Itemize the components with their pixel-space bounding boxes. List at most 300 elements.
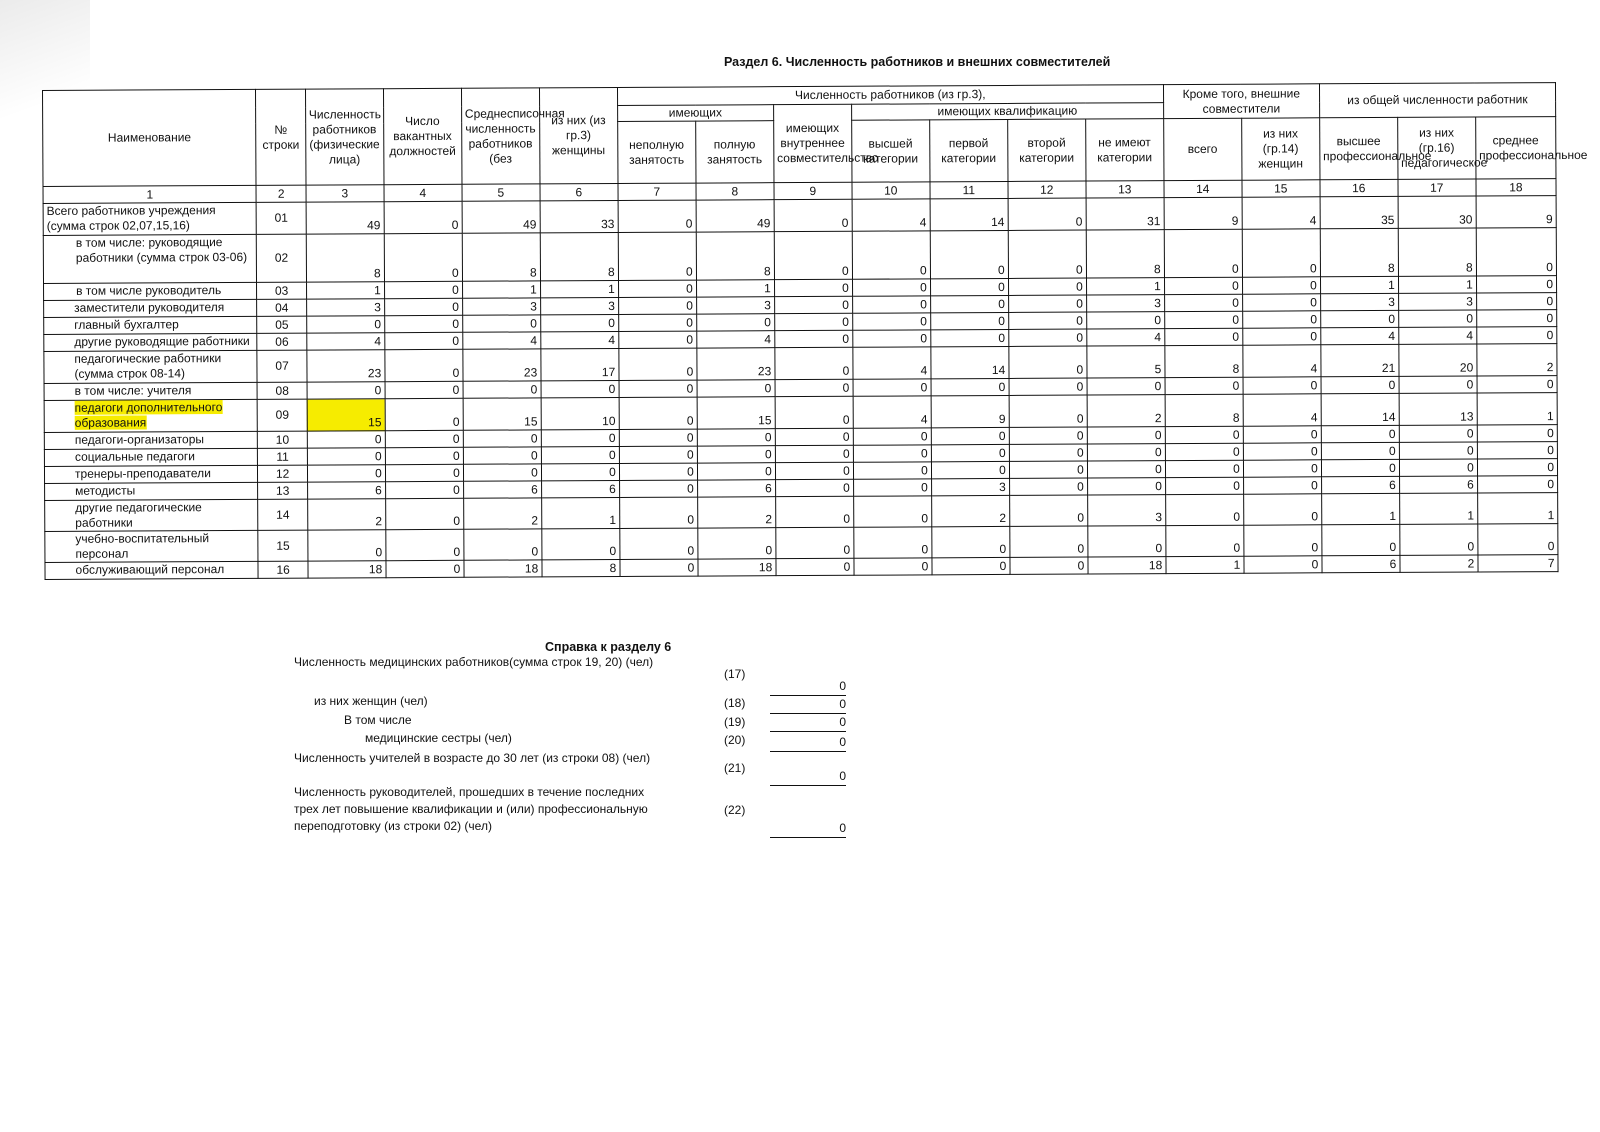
- value-cell-col15: 0: [1243, 328, 1321, 345]
- value-cell-col10: 4: [853, 347, 931, 379]
- value-cell-col10: 0: [853, 462, 931, 479]
- value-cell-col11: 0: [930, 230, 1008, 278]
- value-cell-col18: 0: [1477, 442, 1557, 459]
- value-cell-col17: 6: [1399, 476, 1477, 493]
- value-cell-col5: 0: [463, 464, 541, 481]
- value-cell-col6: 0: [541, 446, 619, 463]
- header-col18: среднее профессиональное: [1475, 117, 1556, 179]
- value-cell-col14: 0: [1164, 294, 1242, 311]
- value-cell-col8: 4: [697, 331, 775, 348]
- value-cell-col15: 4: [1243, 394, 1321, 426]
- value-cell-col8: 0: [696, 314, 774, 331]
- value-cell-col11: 0: [932, 557, 1010, 574]
- value-cell-col7: 0: [618, 200, 696, 232]
- value-cell-col16: 0: [1322, 524, 1400, 555]
- value-cell-col4: 0: [384, 281, 462, 298]
- row-code: 01: [257, 202, 306, 234]
- value-cell-col18: 0: [1477, 425, 1557, 442]
- row-name: [43, 202, 257, 235]
- value-cell-col13: 3: [1087, 495, 1165, 526]
- header-col9: имеющих внутреннее совместительство: [773, 104, 851, 182]
- value-cell-col16: 6: [1322, 555, 1400, 572]
- value-cell-col12: 0: [1009, 346, 1087, 378]
- value-cell-col11: 0: [932, 526, 1010, 557]
- value-cell-col18: 9: [1476, 196, 1556, 228]
- row-name-text: Всего работников учреждения (сумма строк 02,07,15,16): [46, 203, 216, 233]
- value-cell-col6: 1: [540, 280, 618, 297]
- value-cell-col16: 0: [1321, 459, 1399, 476]
- value-cell-col9: 0: [775, 479, 853, 496]
- column-number-cell: 11: [930, 181, 1008, 198]
- value-cell-col9: 0: [774, 231, 852, 279]
- column-number-cell: 1: [43, 185, 257, 203]
- header-group-having: имеющих: [617, 105, 773, 122]
- column-number-cell: 2: [256, 185, 305, 202]
- reference-code-18: (18): [724, 696, 746, 710]
- value-cell-col4: 0: [385, 430, 463, 447]
- value-cell-col12: 0: [1010, 557, 1088, 574]
- column-number-cell: 5: [462, 184, 540, 201]
- value-cell-col3: 6: [307, 482, 385, 499]
- value-cell-col5: 6: [463, 481, 541, 498]
- value-cell-col17: 0: [1399, 442, 1477, 459]
- header-col17: из них (гр.16) педагогическое: [1397, 117, 1475, 179]
- value-cell-col18: 0: [1477, 376, 1557, 393]
- value-cell-col8: 15: [697, 397, 775, 429]
- value-cell-col9: 0: [776, 558, 854, 575]
- column-number-cell: 9: [774, 182, 852, 199]
- column-number-cell: 13: [1086, 181, 1164, 198]
- value-cell-col18: 7: [1478, 555, 1558, 572]
- value-cell-col14: 0: [1165, 477, 1243, 494]
- column-number-cell: 12: [1008, 181, 1086, 198]
- value-cell-col7: 0: [619, 480, 697, 497]
- value-cell-col15: 0: [1243, 426, 1321, 443]
- value-cell-col3: 4: [307, 333, 385, 350]
- header-col8: полную занятость: [695, 121, 773, 183]
- column-number-cell: 15: [1242, 180, 1320, 197]
- value-cell-col8: 1: [696, 280, 774, 297]
- reference-code-19: (19): [724, 715, 746, 729]
- value-cell-col10: 0: [852, 279, 930, 296]
- value-cell-col3: 49: [306, 202, 384, 234]
- value-cell-col10: 0: [854, 558, 932, 575]
- value-cell-col18: 0: [1476, 228, 1556, 276]
- row-name-text: в том числе: руководящие работники (сумма строк 03-06): [75, 235, 248, 265]
- value-cell-col7: 0: [619, 397, 697, 429]
- value-cell-col14: 8: [1165, 394, 1243, 426]
- value-cell-col3: 3: [306, 299, 384, 316]
- value-cell-col13: 2: [1087, 395, 1165, 427]
- header-col3: Численность работников (физические лица): [305, 89, 384, 185]
- value-cell-col3: 0: [307, 448, 385, 465]
- value-cell-col17: 2: [1400, 555, 1478, 572]
- value-cell-col13: 8: [1086, 230, 1164, 278]
- value-cell-col13: 31: [1086, 198, 1164, 230]
- value-cell-col13: 0: [1087, 378, 1165, 395]
- row-code: 03: [257, 282, 306, 299]
- value-cell-col8: 18: [698, 559, 776, 576]
- value-cell-col8: 49: [696, 200, 774, 232]
- header-row-no: № строки: [256, 89, 306, 185]
- value-cell-col10: 0: [853, 330, 931, 347]
- value-cell-col13: 1: [1086, 278, 1164, 295]
- reference-label-21: Численность учителей в возрасте до 30 лет (из строки 08) (чел): [294, 751, 651, 765]
- value-cell-col8: 8: [696, 232, 774, 280]
- header-col7: неполную занятость: [617, 121, 695, 183]
- value-cell-col11: 3: [931, 478, 1009, 495]
- value-cell-col6: 1: [541, 497, 619, 528]
- row-code: 05: [257, 316, 306, 333]
- value-cell-col17: 13: [1399, 393, 1477, 425]
- value-cell-col6: 10: [541, 397, 619, 429]
- reference-label-18: из них женщин (чел): [314, 694, 428, 708]
- value-cell-col15: 0: [1243, 443, 1321, 460]
- value-cell-col4: 0: [386, 529, 464, 560]
- value-cell-col14: 0: [1164, 229, 1242, 277]
- value-cell-col3: 8: [306, 234, 384, 282]
- reference-value-19: 0: [770, 714, 846, 732]
- value-cell-col9: 0: [775, 462, 853, 479]
- value-cell-col18: 0: [1476, 310, 1556, 327]
- value-cell-col11: 0: [931, 461, 1009, 478]
- value-cell-col12: 0: [1008, 230, 1086, 278]
- value-cell-col15: 0: [1242, 229, 1320, 277]
- value-cell-col11: 0: [930, 312, 1008, 329]
- row-code: 06: [257, 333, 306, 350]
- value-cell-col10: 0: [854, 527, 932, 558]
- value-cell-col3: 0: [308, 530, 386, 561]
- header-group-main: Численность работников (из гр.3),: [617, 85, 1163, 106]
- row-name-text: другие педагогические работники: [75, 500, 202, 530]
- reference-code-22: (22): [724, 803, 746, 817]
- row-name-text: главный бухгалтер: [74, 317, 179, 332]
- row-name-text: обслуживающий персонал: [75, 562, 225, 577]
- header-col15: из них (гр.14) женщин: [1241, 118, 1319, 180]
- value-cell-col4: 0: [385, 332, 463, 349]
- value-cell-col9: 0: [775, 330, 853, 347]
- value-cell-col4: 0: [385, 464, 463, 481]
- value-cell-col9: 0: [775, 496, 853, 527]
- value-cell-col3: 18: [308, 561, 386, 578]
- value-cell-col18: 2: [1477, 344, 1557, 376]
- value-cell-col3: 0: [307, 465, 385, 482]
- reference-code-21: (21): [724, 761, 746, 775]
- value-cell-col16: 3: [1320, 293, 1398, 310]
- row-code: 14: [258, 499, 307, 530]
- value-cell-col8: 3: [696, 297, 774, 314]
- reference-label-20: медицинские сестры (чел): [365, 731, 512, 745]
- value-cell-col14: 0: [1164, 311, 1242, 328]
- reference-code-17: (17): [724, 667, 746, 681]
- value-cell-col6: 33: [540, 200, 618, 232]
- value-cell-col11: 9: [931, 395, 1009, 427]
- value-cell-col11: 0: [931, 378, 1009, 395]
- value-cell-col17: 30: [1398, 196, 1476, 228]
- staff-table: [42, 82, 1588, 580]
- value-cell-col18: 1: [1477, 493, 1557, 524]
- value-cell-col11: 0: [931, 444, 1009, 461]
- header-col10: высшей категории: [851, 120, 929, 182]
- value-cell-col16: 0: [1321, 425, 1399, 442]
- header-col11: первой категории: [929, 119, 1007, 181]
- value-cell-col5: 0: [463, 381, 541, 398]
- value-cell-col15: 0: [1242, 277, 1320, 294]
- value-cell-col6: 4: [541, 331, 619, 348]
- value-cell-col14: 0: [1165, 494, 1243, 525]
- value-cell-col3: 1: [306, 282, 384, 299]
- value-cell-col10: 0: [853, 379, 931, 396]
- column-number-cell: 6: [540, 183, 618, 200]
- section-title: Раздел 6. Численность работников и внешних совместителей: [724, 55, 1111, 69]
- value-cell-col14: 0: [1165, 328, 1243, 345]
- row-name-text: методисты: [75, 483, 136, 498]
- reference-title: Справка к разделу 6: [545, 640, 672, 654]
- value-cell-col12: 0: [1008, 278, 1086, 295]
- value-cell-col7: 0: [618, 232, 696, 280]
- value-cell-col9: 0: [776, 527, 854, 558]
- reference-value-22: 0: [770, 820, 846, 838]
- row-code: 07: [257, 350, 306, 382]
- value-cell-col7: 0: [619, 348, 697, 380]
- value-cell-col18: 1: [1477, 393, 1557, 425]
- value-cell-col3: 0: [307, 382, 385, 399]
- value-cell-col15: 0: [1243, 460, 1321, 477]
- row-name-text: в том числе руководитель: [76, 283, 222, 298]
- value-cell-col16: 0: [1320, 310, 1398, 327]
- value-cell-col12: 0: [1009, 427, 1087, 444]
- column-number-cell: 17: [1398, 179, 1476, 196]
- row-name-text: социальные педагоги: [74, 449, 195, 464]
- value-cell-col13: 0: [1087, 444, 1165, 461]
- row-name: [45, 482, 259, 500]
- value-cell-col5: 0: [462, 315, 540, 332]
- value-cell-col17: 20: [1399, 344, 1477, 376]
- value-cell-col4: 0: [384, 298, 462, 315]
- value-cell-col15: 4: [1242, 197, 1320, 229]
- reference-label-19: В том числе: [344, 713, 412, 727]
- row-name: [43, 234, 257, 283]
- value-cell-col14: 0: [1164, 277, 1242, 294]
- value-cell-col16: 6: [1321, 476, 1399, 493]
- value-cell-col11: 2: [931, 495, 1009, 526]
- value-cell-col7: 0: [619, 497, 697, 528]
- reference-label-22: Численность руководителей, прошедших в течение последних трех лет повышение квалификации и (или) профессиональную переподготовку (из строки 02) (чел): [294, 785, 648, 833]
- value-cell-col4: 0: [385, 447, 463, 464]
- value-cell-col13: 0: [1087, 478, 1165, 495]
- row-name: [45, 530, 259, 562]
- value-cell-col6: 6: [541, 480, 619, 497]
- value-cell-col9: 0: [774, 199, 852, 231]
- value-cell-col3: 0: [306, 316, 384, 333]
- value-cell-col13: 5: [1087, 346, 1165, 378]
- value-cell-col17: 8: [1398, 228, 1476, 276]
- value-cell-col8: 2: [697, 497, 775, 528]
- value-cell-col6: 17: [541, 348, 619, 380]
- value-cell-col5: 8: [462, 233, 540, 281]
- header-col16: высшее профессиональное: [1319, 117, 1397, 179]
- value-cell-col5: 15: [463, 398, 541, 430]
- column-number-cell: 3: [306, 185, 384, 202]
- value-cell-col10: 0: [852, 296, 930, 313]
- value-cell-col15: 0: [1243, 377, 1321, 394]
- reference-value-21: 0: [770, 768, 846, 786]
- value-cell-col9: 0: [775, 445, 853, 462]
- value-cell-col5: 3: [462, 298, 540, 315]
- value-cell-col15: 0: [1244, 525, 1322, 556]
- value-cell-col8: 0: [697, 380, 775, 397]
- value-cell-col10: 0: [853, 428, 931, 445]
- value-cell-col11: 0: [931, 427, 1009, 444]
- column-number-cell: 16: [1320, 179, 1398, 196]
- row-code: 08: [258, 382, 307, 399]
- value-cell-col8: 0: [697, 446, 775, 463]
- row-code: 02: [257, 234, 307, 282]
- row-code: 13: [258, 482, 307, 499]
- value-cell-col15: 0: [1244, 556, 1322, 573]
- value-cell-col12: 0: [1009, 444, 1087, 461]
- value-cell-col17: 0: [1399, 425, 1477, 442]
- row-name: [45, 499, 259, 531]
- value-cell-col11: 14: [931, 346, 1009, 378]
- value-cell-col18: 0: [1478, 524, 1558, 555]
- value-cell-col16: 21: [1321, 344, 1399, 376]
- value-cell-col10: 0: [853, 479, 931, 496]
- value-cell-col8: 23: [697, 348, 775, 380]
- value-cell-col4: 0: [384, 201, 462, 233]
- value-cell-col12: 0: [1009, 495, 1087, 526]
- value-cell-col10: 0: [852, 313, 930, 330]
- value-cell-col15: 0: [1242, 311, 1320, 328]
- value-cell-col9: 0: [774, 313, 852, 330]
- row-name-text: тренеры-преподаватели: [74, 466, 211, 481]
- value-cell-col8: 0: [697, 429, 775, 446]
- value-cell-col18: 0: [1476, 276, 1556, 293]
- value-cell-col17: 0: [1400, 524, 1478, 555]
- value-cell-col6: 3: [540, 297, 618, 314]
- value-cell-col18: 0: [1476, 293, 1556, 310]
- row-name-text: педагогические работники (сумма строк 08-14): [74, 351, 222, 381]
- row-name-text: учебно-воспитательный персонал: [75, 531, 210, 561]
- value-cell-col13: 4: [1087, 329, 1165, 346]
- value-cell-col14: 8: [1165, 345, 1243, 377]
- value-cell-col9: 0: [775, 379, 853, 396]
- value-cell-col12: 0: [1010, 526, 1088, 557]
- value-cell-col7: 0: [619, 429, 697, 446]
- value-cell-col13: 0: [1086, 312, 1164, 329]
- value-cell-col4: 0: [385, 498, 463, 529]
- value-cell-col16: 35: [1320, 196, 1398, 228]
- row-name: [44, 333, 258, 351]
- value-cell-col5: 0: [463, 430, 541, 447]
- value-cell-col7: 0: [618, 314, 696, 331]
- row-name-text: заместители руководителя: [74, 300, 225, 315]
- value-cell-col4: 0: [386, 560, 464, 577]
- value-cell-col7: 0: [619, 380, 697, 397]
- value-cell-col3: 0: [307, 431, 385, 448]
- value-cell-col8: 0: [697, 463, 775, 480]
- row-name: [44, 465, 258, 483]
- value-cell-col16: 0: [1321, 442, 1399, 459]
- value-cell-col5: 49: [462, 201, 540, 233]
- value-cell-col9: 0: [774, 296, 852, 313]
- value-cell-col7: 0: [619, 463, 697, 480]
- value-cell-col14: 9: [1164, 197, 1242, 229]
- row-code: 10: [258, 431, 307, 448]
- value-cell-col18: 0: [1477, 459, 1557, 476]
- row-name: [44, 350, 258, 383]
- value-cell-col4: 0: [385, 349, 463, 381]
- value-cell-col5: 1: [462, 281, 540, 298]
- value-cell-col17: 4: [1399, 327, 1477, 344]
- value-cell-col18: 0: [1477, 476, 1557, 493]
- value-cell-col10: 4: [853, 396, 931, 428]
- value-cell-col10: 0: [853, 445, 931, 462]
- value-cell-col9: 0: [774, 279, 852, 296]
- value-cell-col15: 4: [1243, 345, 1321, 377]
- value-cell-col5: 0: [464, 529, 542, 560]
- value-cell-col9: 0: [775, 396, 853, 428]
- value-cell-col8: 0: [698, 528, 776, 559]
- row-name-text: в том числе: учителя: [74, 383, 192, 398]
- value-cell-col5: 18: [464, 560, 542, 577]
- value-cell-col4: 0: [385, 398, 463, 430]
- value-cell-col8: 6: [697, 480, 775, 497]
- value-cell-col6: 0: [541, 429, 619, 446]
- header-group-education: из общей численности работник: [1319, 83, 1555, 118]
- value-cell-col4: 0: [384, 233, 462, 281]
- row-name: [44, 399, 258, 432]
- value-cell-col16: 8: [1320, 228, 1398, 276]
- value-cell-col7: 0: [618, 280, 696, 297]
- value-cell-col7: 0: [620, 559, 698, 576]
- value-cell-col12: 0: [1009, 378, 1087, 395]
- value-cell-col13: 18: [1088, 557, 1166, 574]
- value-cell-col6: 8: [542, 559, 620, 576]
- reference-value-18: 0: [770, 696, 846, 714]
- value-cell-col11: 0: [930, 295, 1008, 312]
- value-cell-col7: 0: [620, 528, 698, 559]
- value-cell-col7: 0: [619, 331, 697, 348]
- value-cell-col12: 0: [1009, 329, 1087, 346]
- value-cell-col13: 0: [1087, 461, 1165, 478]
- header-name: Наименование: [43, 89, 257, 186]
- value-cell-col12: 0: [1008, 198, 1086, 230]
- value-cell-col6: 0: [541, 463, 619, 480]
- value-cell-col3: 2: [307, 499, 385, 530]
- row-name: [44, 316, 258, 334]
- value-cell-col5: 2: [463, 498, 541, 529]
- value-cell-col15: 0: [1242, 294, 1320, 311]
- value-cell-col15: 0: [1243, 477, 1321, 494]
- value-cell-col6: 8: [540, 232, 618, 280]
- value-cell-col15: 0: [1243, 494, 1321, 525]
- row-code: 12: [258, 465, 307, 482]
- value-cell-col14: 0: [1165, 377, 1243, 394]
- row-name-text: другие руководящие работники: [74, 333, 250, 349]
- value-cell-col5: 4: [463, 332, 541, 349]
- row-name: [44, 299, 258, 317]
- row-name: [45, 561, 259, 579]
- value-cell-col9: 0: [775, 428, 853, 445]
- value-cell-col4: 0: [385, 481, 463, 498]
- reference-value-17: 0: [770, 678, 846, 696]
- column-number-cell: 4: [384, 184, 462, 201]
- value-cell-col16: 1: [1320, 276, 1398, 293]
- value-cell-col5: 23: [463, 349, 541, 381]
- header-col13: не имеют категории: [1085, 119, 1163, 181]
- column-number-cell: 10: [852, 182, 930, 199]
